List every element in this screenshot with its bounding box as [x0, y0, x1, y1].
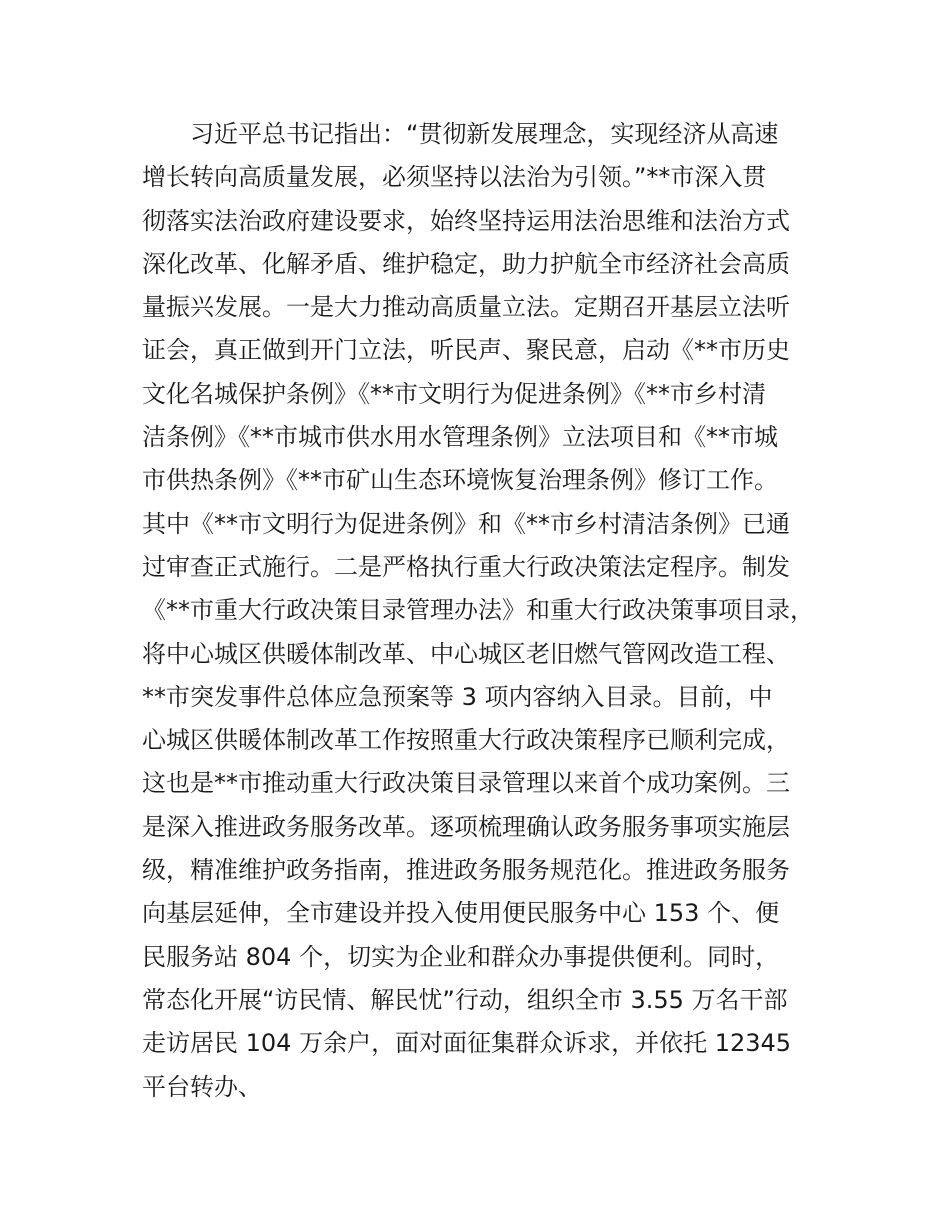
text-line: 洁条例》《**市城市供水用水管理条例》立法项目和《**市城: [142, 423, 778, 452]
text-line: 心城区供暖体制改革工作按照重大行政决策程序已顺利完成，: [142, 726, 790, 755]
text-line: 平台转办、: [142, 1072, 262, 1101]
text-line: 习近平总书记指出：“贯彻新发展理念，实现经济从高速: [190, 120, 779, 148]
text-line: 深化改革、化解矛盾、维护稳定，助力护航全市经济社会高质: [142, 249, 790, 278]
text-line: **市突发事件总体应急预案等 3 项内容纳入目录。目前，中: [142, 682, 773, 711]
text-line: 《**市重大行政决策目录管理办法》和重大行政决策事项目录，: [142, 596, 814, 625]
text-line: 量振兴发展。一是大力推动高质量立法。定期召开基层立法听: [142, 293, 790, 322]
text-line: 级，精准维护政务指南，推进政务服务规范化。推进政务服务: [142, 856, 790, 885]
text-line: 证会，真正做到开门立法，听民声、聚民意，启动《**市历史: [142, 336, 790, 365]
text-line: 市供热条例》《**市矿山生态环境恢复治理条例》修订工作。: [142, 466, 778, 495]
text-line: 文化名城保护条例》《**市文明行为促进条例》《**市乡村清: [142, 379, 766, 408]
text-line: 这也是**市推动重大行政决策目录管理以来首个成功案例。三: [142, 769, 790, 798]
text-line: 是深入推进政务服务改革。逐项梳理确认政务服务事项实施层: [142, 812, 790, 841]
text-line: 常态化开展“访民情、解民忧”行动，组织全市 3.55 万名干部: [142, 985, 788, 1014]
body-paragraph: [142, 113, 842, 1109]
text-line: 彻落实法治政府建设要求，始终坚持运用法治思维和法治方式: [142, 206, 790, 235]
text-line: 过审查正式施行。二是严格执行重大行政决策法定程序。制发: [142, 552, 790, 581]
text-line: 向基层延伸，全市建设并投入使用便民服务中心 153 个、便: [142, 899, 780, 928]
text-line: 民服务站 804 个，切实为企业和群众办事提供便利。同时，: [142, 942, 780, 971]
text-line: 其中《**市文明行为促进条例》和《**市乡村清洁条例》已通: [142, 509, 790, 538]
text-line: 增长转向高质量发展，必须坚持以法治为引领。”**市深入贯: [142, 163, 767, 192]
text-line: 走访居民 104 万余户，面对面征集群众诉求，并依托 12345: [142, 1029, 792, 1058]
text-line: 将中心城区供暖体制改革、中心城区老旧燃气管网改造工程、: [142, 639, 790, 668]
